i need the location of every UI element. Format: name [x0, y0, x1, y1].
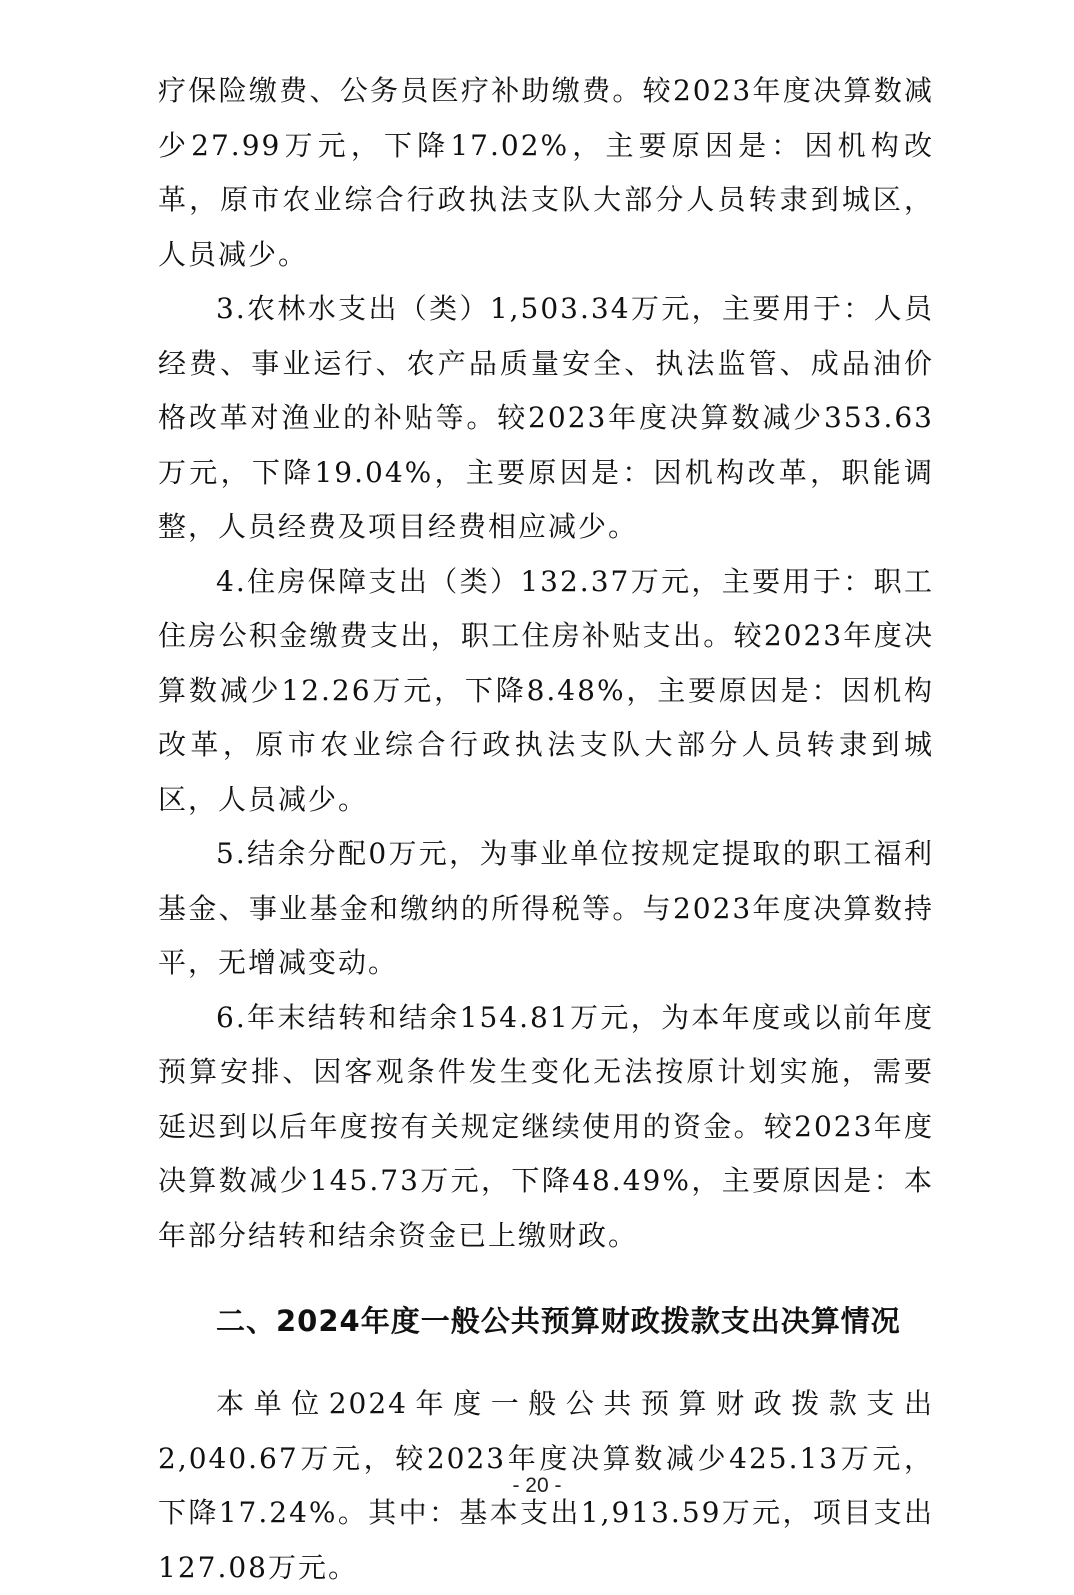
- paragraph-general-budget-expense: 本单位2024年度一般公共预算财政拨款支出2,040.67万元，较2023年度决算数减少425.13万元，下降17.24%。其中：基本支出1,913.59万元，项目支出127.08万元。: [158, 1387, 934, 1584]
- page-content: [158, 64, 934, 1595]
- section-heading: 二、2024年度一般公共预算财政拨款支出决算情况: [216, 1304, 901, 1338]
- paragraph-agriculture-expense: 3.农林水支出（类）1,503.34万元，主要用于：人员经费、事业运行、农产品质量安全、执法监管、成品油价格改革对渔业的补贴等。较2023年度决算数减少353.63万元，下降19.04%，主要原因是：因机构改革，职能调整，人员经费及项目经费相应减少。: [158, 292, 934, 543]
- paragraph-year-end-balance: 6.年末结转和结余154.81万元，为本年度或以前年度预算安排、因客观条件发生变化无法按原计划实施，需要延迟到以后年度按有关规定继续使用的资金。较2023年度决算数减少145.73万元，下降48.49%，主要原因是：本年部分结转和结余资金已上缴财政。: [158, 1000, 934, 1252]
- paragraph-housing-expense: 4.住房保障支出（类）132.37万元，主要用于：职工住房公积金缴费支出，职工住房补贴支出。较2023年度决算数减少12.26万元，下降8.48%，主要原因是：因机构改革，原市农业综合行政执法支队大部分人员转隶到城区，人员减少。: [158, 564, 934, 816]
- paragraph-medical-insurance: 疗保险缴费、公务员医疗补助缴费。较2023年度决算数减少27.99万元，下降17.02%，主要原因是：因机构改革，原市农业综合行政执法支队大部分人员转隶到城区，人员减少。: [158, 74, 934, 271]
- paragraph-surplus-distribution: 5.结余分配0万元，为事业单位按规定提取的职工福利基金、事业基金和缴纳的所得税等。与2023年度决算数持平，无增减变动。: [158, 837, 934, 979]
- page-number: - 20 -: [512, 1474, 562, 1497]
